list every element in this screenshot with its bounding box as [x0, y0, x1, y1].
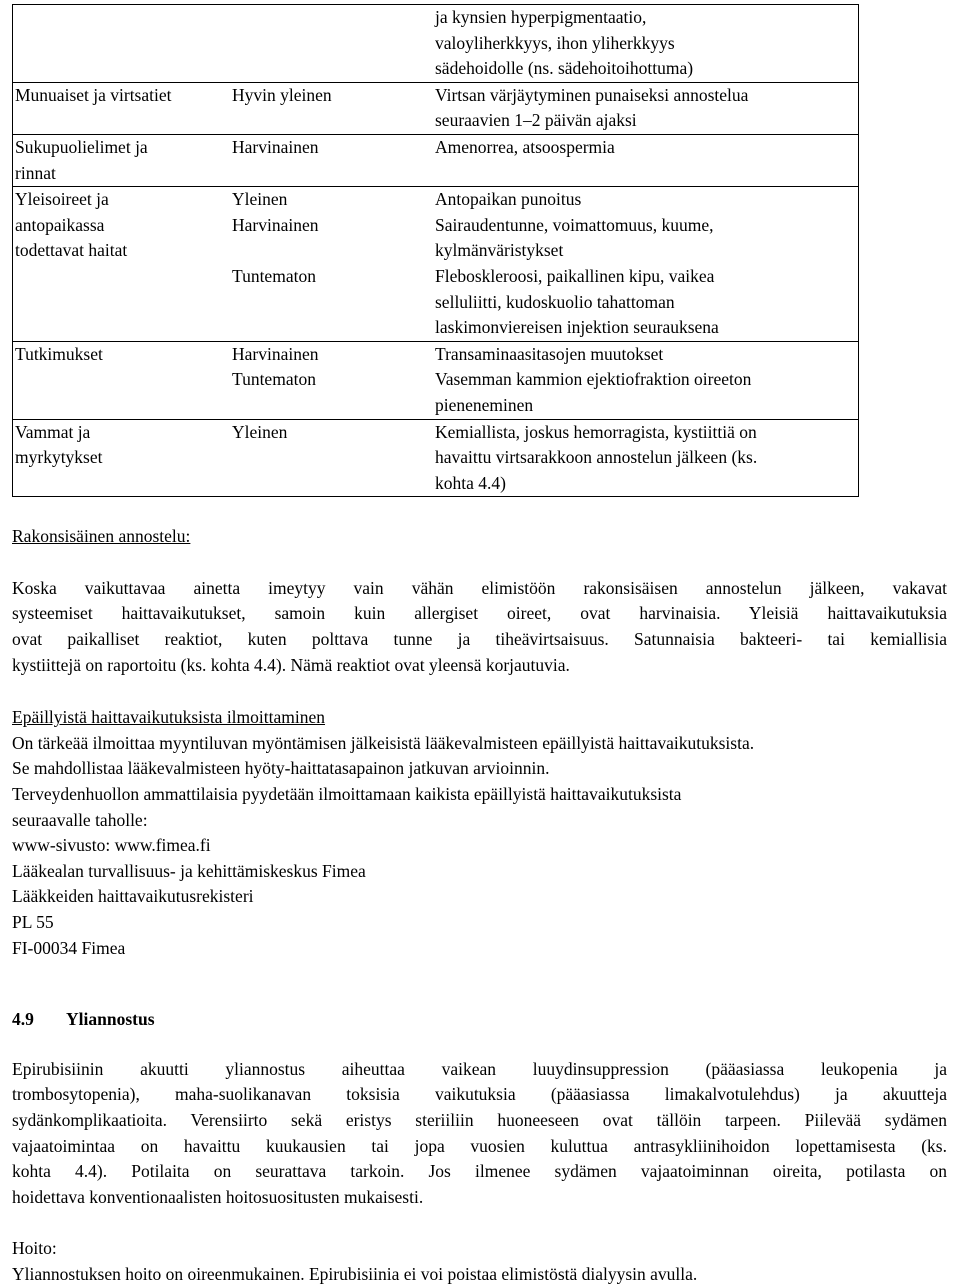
- organ-class-cell: [13, 419, 231, 497]
- cell-line: Yleinen: [232, 421, 288, 442]
- paragraph-line: seuraavalle taholle:: [12, 809, 148, 830]
- overdose-paragraph: [12, 1057, 947, 1211]
- organ-class-cell: [13, 341, 231, 367]
- paragraph-line: trombosytopenia), maha-suolikanavan toksisia vaikutuksia (pääasiassa limakalvotulehdus) ja akuutteja: [12, 1084, 947, 1105]
- intravesical-paragraph: [12, 576, 947, 678]
- organ-class-cell: [13, 264, 231, 341]
- website-line: www-sivusto: www.fimea.fi: [12, 835, 211, 856]
- document-page: [12, 4, 947, 1288]
- address-line: FI-00034 Fimea: [12, 937, 126, 958]
- cell-line: ja kynsien hyperpigmentaatio,: [435, 7, 647, 27]
- cell-line: kohta 4.4): [435, 472, 506, 493]
- organ-class-cell: [13, 5, 231, 83]
- table-row: [13, 367, 859, 419]
- table-row: [13, 264, 859, 341]
- effect-cell: [429, 187, 859, 264]
- frequency-cell: [230, 5, 429, 83]
- cell-line: Hyvin yleinen: [232, 84, 332, 105]
- intravesical-heading: Rakonsisäinen annostelu:: [12, 526, 191, 547]
- section-number: 4.9: [12, 1009, 34, 1030]
- treatment-text: Yliannostuksen hoito on oireenmukainen. Epirubisiinia ei voi poistaa elimistöstä dialyysin avulla.: [12, 1263, 698, 1284]
- table-row: [13, 82, 859, 134]
- frequency-cell: [230, 341, 429, 367]
- cell-line: Harvinainen: [232, 214, 319, 235]
- paragraph-line: Koska vaikuttavaa ainetta imeytyy vain vähän elimistöön rakonsisäisen annostelun jälkeen, vakavat: [12, 577, 947, 598]
- cell-line: Tutkimukset: [15, 343, 103, 364]
- cell-line: selluliitti, kudoskuolio tahattoman: [435, 291, 675, 312]
- address-line: PL 55: [12, 912, 54, 932]
- cell-line: Harvinainen: [232, 136, 319, 157]
- paragraph-line: kystiittejä on raportoitu (ks. kohta 4.4). Nämä reaktiot ovat yleensä korjautuvia.: [12, 654, 570, 675]
- cell-line: Tuntematon: [232, 265, 316, 286]
- table-row: [13, 187, 859, 264]
- cell-line: Kemiallista, joskus hemorragista, kystiittiä on: [435, 421, 757, 442]
- cell-line: seuraavien 1–2 päivän ajaksi: [435, 110, 637, 131]
- cell-line: Virtsan värjäytyminen punaiseksi annostelua: [435, 84, 749, 105]
- cell-line: Yleisoireet ja: [15, 189, 109, 210]
- cell-line: Amenorrea, atsoospermia: [435, 136, 615, 157]
- cell-line: laskimonviereisen injektion seurauksena: [435, 317, 719, 338]
- cell-line: Harvinainen: [232, 343, 319, 364]
- cell-line: sädehoidolle (ns. sädehoitoihottuma): [435, 58, 694, 79]
- paragraph-line: systeemiset haittavaikutukset, samoin kuin allergiset oireet, ovat harvinaisia. Yleisiä haittavaikutuksia: [12, 603, 947, 624]
- cell-line: Yleinen: [232, 189, 288, 210]
- effect-cell: [429, 5, 859, 83]
- adverse-effects-table: [12, 4, 859, 497]
- frequency-cell: [230, 187, 429, 264]
- cell-line: Sukupuolielimet ja: [15, 136, 148, 157]
- organ-class-cell: [13, 367, 231, 419]
- cell-line: valoyliherkkyys, ihon yliherkkyys: [435, 32, 675, 53]
- cell-line: Tuntematon: [232, 369, 316, 390]
- paragraph-line: Terveydenhuollon ammattilaisia pyydetään ilmoittamaan kaikista epäillyistä haittavaikutuksista: [12, 784, 682, 805]
- cell-line: havaittu virtsarakkoon annostelun jälkeen (ks.: [435, 447, 758, 468]
- table-row: [13, 341, 859, 367]
- paragraph-line: On tärkeää ilmoittaa myyntiluvan myöntämisen jälkeisistä lääkevalmisteen epäillyistä haittavaikutuksista.: [12, 732, 755, 753]
- address-line: Lääkealan turvallisuus- ja kehittämiskeskus Fimea: [12, 860, 366, 881]
- address-line: Lääkkeiden haittavaikutusrekisteri: [12, 886, 254, 907]
- section-heading-overdose: [12, 1007, 947, 1033]
- effect-cell: [429, 264, 859, 341]
- frequency-cell: [230, 82, 429, 134]
- frequency-cell: [230, 419, 429, 497]
- table-row: [13, 419, 859, 497]
- cell-line: todettavat haitat: [15, 240, 128, 261]
- effect-cell: [429, 134, 859, 186]
- organ-class-cell: [13, 82, 231, 134]
- organ-class-cell: [13, 187, 231, 264]
- frequency-cell: [230, 367, 429, 419]
- cell-line: pieneneminen: [435, 394, 534, 415]
- paragraph-line: ovat paikalliset reaktiot, kuten polttava tunne ja tiheävirtsaisuus. Satunnaisia bakteeri- tai kemiallisia: [12, 629, 947, 650]
- table-row: [13, 134, 859, 186]
- paragraph-line: hoidettava konventionaalisten hoitosuositusten mukaisesti.: [12, 1186, 424, 1207]
- effect-cell: [429, 82, 859, 134]
- cell-line: rinnat: [15, 162, 56, 183]
- cell-line: myrkytykset: [15, 447, 103, 468]
- table-row: [13, 5, 859, 83]
- cell-line: Sairaudentunne, voimattomuus, kuume,: [435, 214, 714, 235]
- organ-class-cell: [13, 134, 231, 186]
- cell-line: kylmänväristykset: [435, 240, 564, 261]
- effect-cell: [429, 419, 859, 497]
- effect-cell: [429, 341, 859, 367]
- cell-line: Vammat ja: [15, 421, 91, 442]
- section-title: Yliannostus: [66, 1009, 155, 1030]
- frequency-cell: [230, 264, 429, 341]
- frequency-cell: [230, 134, 429, 186]
- effect-cell: [429, 367, 859, 419]
- treatment-heading: Hoito:: [12, 1238, 57, 1259]
- paragraph-line: kohta 4.4). Potilaita on seurattava tarkoin. Jos ilmenee sydämen vajaatoiminnan oireita, potilasta on: [12, 1161, 947, 1182]
- cell-line: antopaikassa: [15, 214, 105, 235]
- paragraph-line: Epirubisiinin akuutti yliannostus aiheuttaa vaikean luuydinsuppression (pääasiassa leukopenia ja: [12, 1058, 947, 1079]
- cell-line: Munuaiset ja virtsatiet: [15, 84, 172, 105]
- reporting-paragraph: [12, 731, 947, 961]
- cell-line: Antopaikan punoitus: [435, 189, 582, 210]
- paragraph-line: vajaatoimintaa on havaittu kuukausien tai jopa vuosien kuluttua antrasykliinihoidon lopettamisesta (ks.: [12, 1135, 947, 1156]
- cell-line: Transaminaasitasojen muutokset: [435, 343, 664, 364]
- paragraph-line: sydänkomplikaatioita. Verensiirto sekä eristys steriiliin huoneeseen ovat tällöin tarpeen. Piilevää sydämen: [12, 1109, 947, 1130]
- paragraph-line: Se mahdollistaa lääkevalmisteen hyöty-haittatasapainon jatkuvan arvioinnin.: [12, 758, 550, 779]
- cell-line: Fleboskleroosi, paikallinen kipu, vaikea: [435, 265, 715, 286]
- reporting-heading: Epäillyistä haittavaikutuksista ilmoittaminen: [12, 707, 326, 728]
- cell-line: Vasemman kammion ejektiofraktion oireeton: [435, 369, 752, 390]
